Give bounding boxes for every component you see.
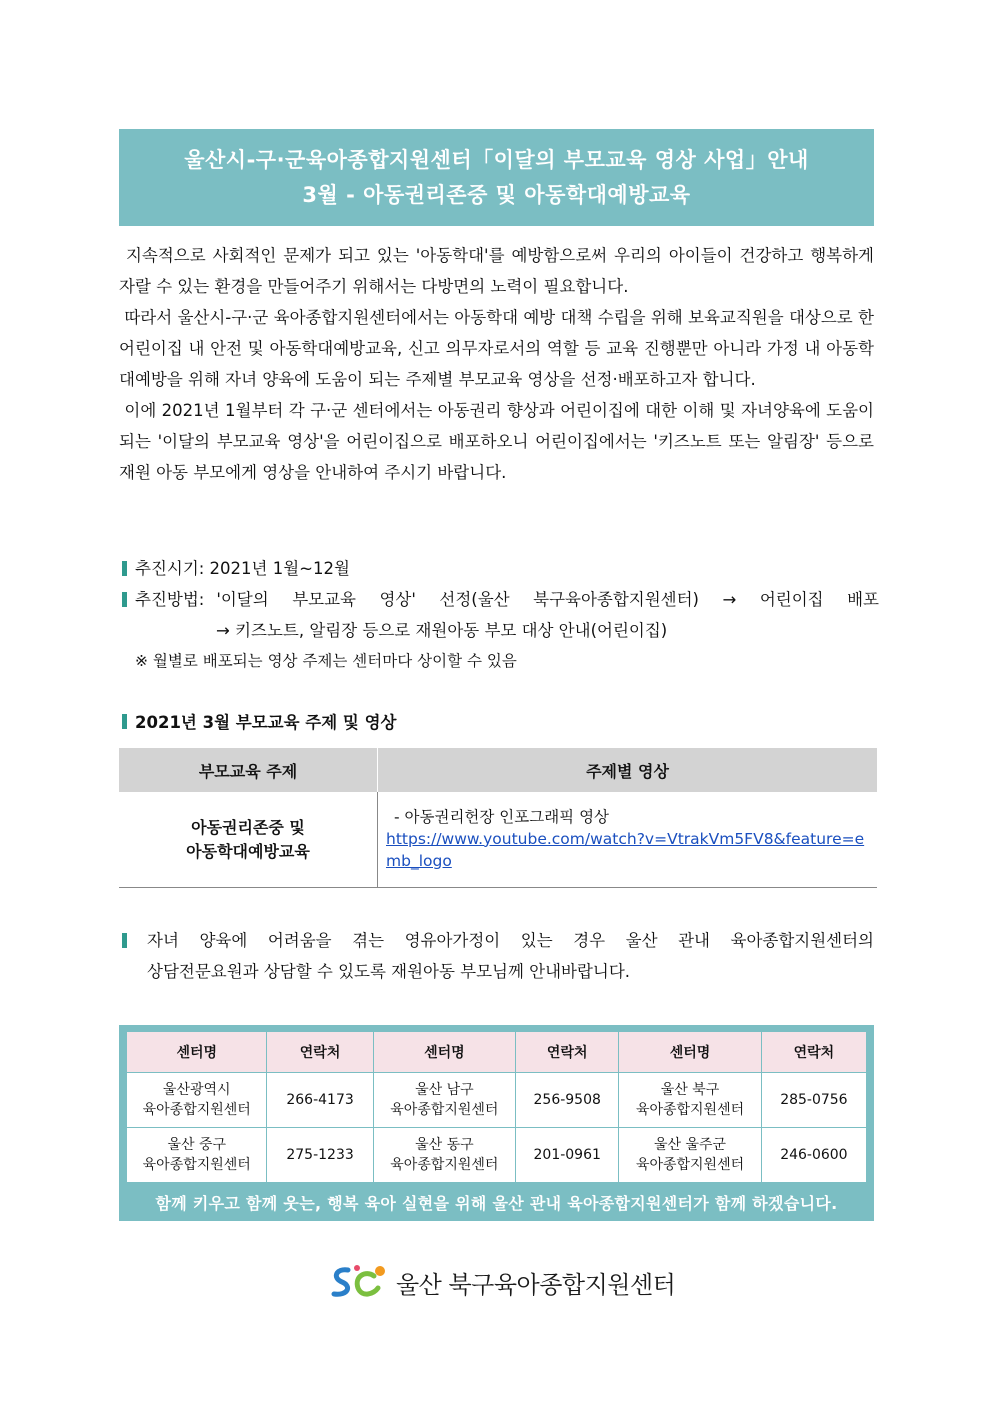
center-name-line: 육아종합지원센터	[635, 1102, 745, 1118]
advice-word: 관내	[678, 931, 710, 950]
contacts-header: 연락처	[516, 1032, 619, 1073]
title-banner	[119, 129, 874, 226]
phone-cell: 201-0961	[516, 1128, 619, 1183]
intro-text	[119, 240, 874, 488]
advice-word: 육아종합지원센터의	[730, 931, 874, 950]
method-word: →	[722, 590, 737, 609]
center-name-line: 울산광역시	[162, 1082, 231, 1098]
center-name-cell	[373, 1128, 515, 1183]
advice-word: 양육에	[199, 931, 248, 950]
closing-message: 함께 키우고 함께 웃는, 행복 육아 실현을 위해 울산 관내 육아종합지원센터가 함께 하겠습니다.	[155, 1194, 838, 1213]
advice-text	[119, 925, 874, 987]
method-word: 북구육아종합지원센터)	[533, 590, 699, 609]
phone-cell: 285-0756	[761, 1073, 866, 1128]
advice-word: 경우	[573, 931, 606, 950]
contacts-row	[127, 1073, 867, 1128]
advice-word: 영유아가정이	[404, 931, 501, 950]
topic-table	[119, 748, 877, 888]
advice-word: 자녀	[147, 931, 179, 950]
method-word: '이달의	[216, 590, 269, 609]
bullet-bar-icon	[122, 933, 127, 948]
bullet-bar-icon	[122, 714, 127, 729]
schedule-section	[119, 553, 879, 677]
center-name-line: 육아종합지원센터	[390, 1157, 499, 1173]
method-word: 어린이집	[759, 590, 824, 609]
advice-line-2: 상담전문요원과 상담할 수 있도록 재원아동 부모님께 안내바랍니다.	[147, 962, 631, 981]
contacts-header: 연락처	[761, 1032, 866, 1073]
method-word: 영상'	[379, 590, 416, 609]
center-name-line: 육아종합지원센터	[142, 1157, 251, 1173]
center-name-line: 육아종합지원센터	[142, 1102, 251, 1118]
advice-word: 겪는	[352, 931, 385, 950]
topic-header: 부모교육 주제	[119, 748, 378, 792]
topic-section-title: 2021년 3월 부모교육 주제 및 영상	[119, 709, 396, 733]
schedule-note: ※ 월별로 배포되는 영상 주제는 센터마다 상이할 수 있음	[135, 652, 517, 670]
center-name-line: 울산 동구	[415, 1137, 474, 1153]
topic-cell: 아동권리존중 및 아동학대예방교육	[119, 792, 378, 888]
center-name-cell	[619, 1128, 761, 1183]
center-name-line: 육아종합지원센터	[635, 1157, 745, 1173]
schedule-period: 추진시기: 2021년 1월~12월	[119, 553, 879, 584]
center-name-line: 육아종합지원센터	[390, 1102, 499, 1118]
contacts-header: 연락처	[267, 1032, 373, 1073]
contacts-row	[127, 1128, 867, 1183]
bullet-bar-icon	[122, 592, 127, 607]
center-name-cell	[127, 1128, 267, 1183]
contacts-header: 센터명	[373, 1032, 515, 1073]
phone-cell: 246-0600	[761, 1128, 866, 1183]
method-word: 부모교육	[292, 590, 356, 609]
center-name-cell	[619, 1073, 761, 1128]
video-title: - 아동권리헌장 인포그래픽 영상	[394, 807, 610, 826]
method-word: 선정(울산	[439, 590, 510, 609]
schedule-method: 추진방법: '이달의 부모교육 영상' 선정(울산 북구육아종합지원센터) → 어린이집 배포	[119, 584, 879, 615]
advice-line-1	[147, 925, 874, 956]
phone-cell: 266-4173	[267, 1073, 373, 1128]
phone-cell: 275-1233	[267, 1128, 373, 1183]
advice-word: 있는	[520, 931, 553, 950]
contacts-table	[126, 1031, 867, 1183]
contacts-header: 센터명	[619, 1032, 761, 1073]
center-name-cell	[373, 1073, 515, 1128]
center-name-cell	[127, 1073, 267, 1128]
center-name-line: 울산 남구	[415, 1082, 474, 1098]
center-logo	[330, 1262, 675, 1302]
title-line-1: 울산시-구·군육아종합지원센터「이달의 부모교육 영상 사업」안내	[184, 148, 809, 172]
advice-word: 어려움을	[267, 931, 332, 950]
schedule-method-line2: → 키즈노트, 알림장 등으로 재원아동 부모 대상 안내(어린이집)	[216, 621, 668, 640]
advice-word: 울산	[625, 931, 658, 950]
bullet-bar-icon	[122, 561, 127, 576]
intro-paragraph-2: 따라서 울산시-구·군 육아종합지원센터에서는 아동학대 예방 대책 수립을 위해 보육교직원을 대상으로 한 어린이집 내 안전 및 아동학대예방교육, 신고 의무자로서의 역할 등 교육 진행뿐만 아니라 가정 내 아동학대예방을 위해 자녀 양육에 도움이 되는 주제별 부모교육 영상을 선정·배포하고자 합니다.	[119, 308, 874, 389]
title-line-2: 3월 - 아동권리존중 및 아동학대예방교육	[302, 183, 691, 207]
contacts-header: 센터명	[127, 1032, 267, 1073]
contact-box	[119, 1025, 874, 1221]
center-name-line: 울산 북구	[660, 1082, 720, 1098]
intro-paragraph-1: 지속적으로 사회적인 문제가 되고 있는 '아동학대'를 예방함으로써 우리의 아이들이 건강하고 행복하게 자랄 수 있는 환경을 만들어주기 위해서는 다방면의 노력이 필요합니다.	[119, 246, 874, 296]
video-cell	[378, 792, 878, 888]
video-link[interactable]: https://www.youtube.com/watch?v=VtrakVm5FV8&feature=emb_logo	[386, 829, 865, 870]
method-value	[216, 584, 879, 615]
method-word: 배포	[847, 590, 879, 609]
center-name-line: 울산 울주군	[654, 1137, 727, 1153]
center-name-line: 울산 중구	[167, 1137, 227, 1153]
sc-logo-icon	[330, 1262, 390, 1302]
phone-cell: 256-9508	[516, 1073, 619, 1128]
video-header: 주제별 영상	[378, 748, 878, 792]
logo-text: 울산 북구육아종합지원센터	[396, 1270, 676, 1299]
intro-paragraph-3: 이에 2021년 1월부터 각 구·군 센터에서는 아동권리 향상과 어린이집에 대한 이해 및 자녀양육에 도움이 되는 '이달의 부모교육 영상'을 어린이집으로 배포하오니 어린이집에서는 '키즈노트 또는 알림장' 등으로 재원 아동 부모에게 영상을 안내하여 주시기 바랍니다.	[119, 401, 874, 482]
